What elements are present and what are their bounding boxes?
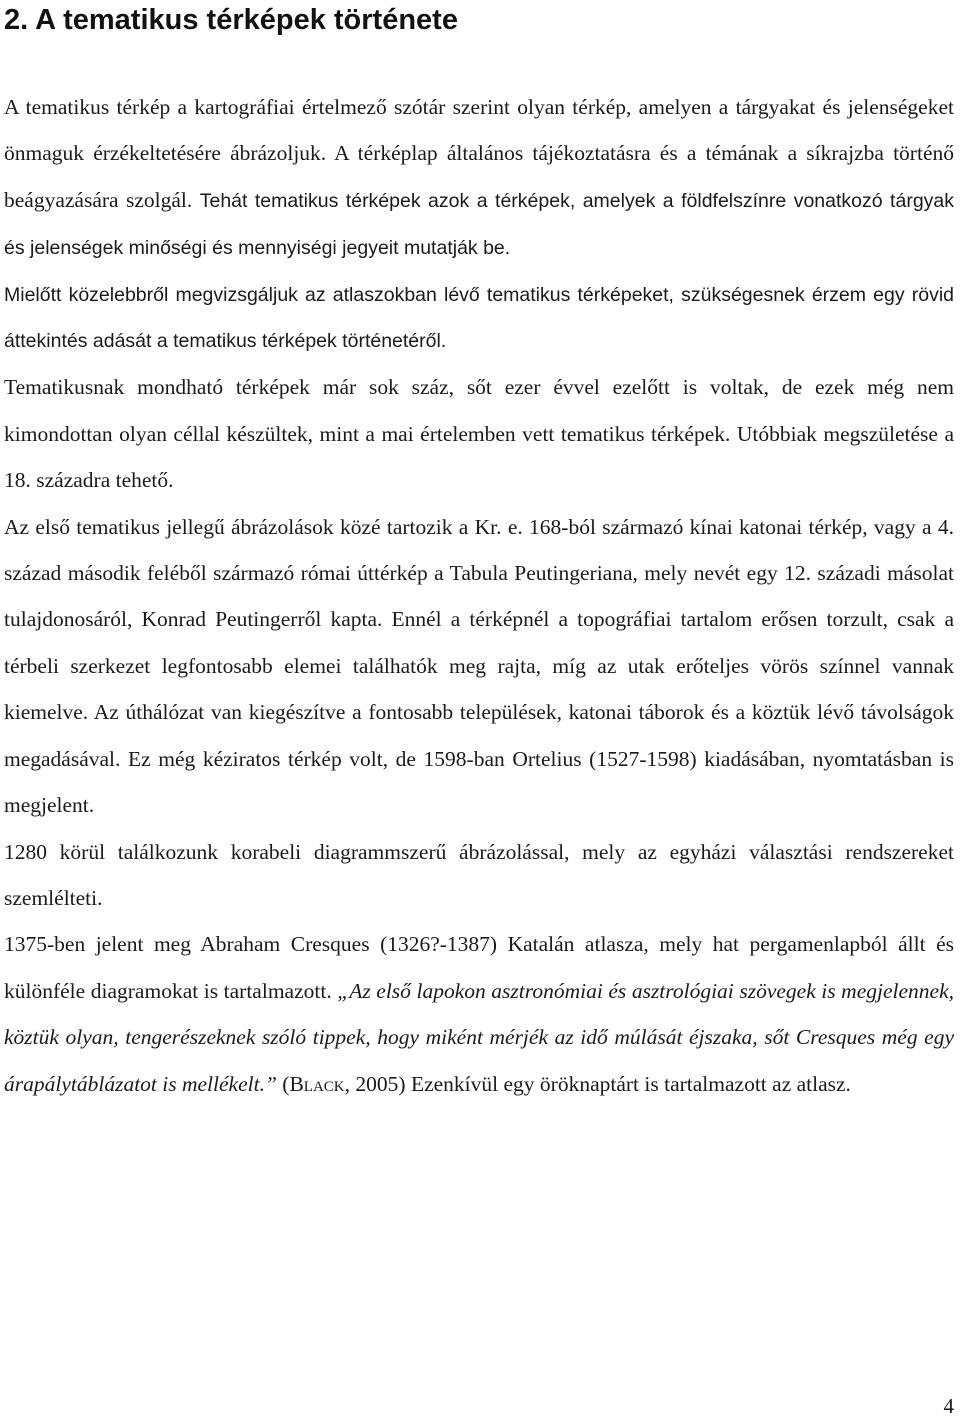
catalan-atlas-quote: „Az első lapokon asztronómiai és asztrológiai szövegek is megjelennek, köztük olyan, tengerészeknek szóló tippek, hogy miként mérjék az idő múlását éjszaka, sőt Cresques még egy árapálytáblázatot is mellékelt.”: [4, 978, 954, 1096]
citation-author: Black: [289, 1071, 345, 1096]
page-number: 4: [943, 1394, 954, 1418]
paragraph-intro: Mielőtt közelebbről megvizsgáljuk az atlaszokban lévő tematikus térképeket, szükségesnek érzem egy rövid áttekintés adását a tematikus térképek történetéről.: [4, 283, 954, 353]
body-text: [4, 84, 954, 1107]
paragraph-catalan-atlas: [4, 921, 954, 1107]
paragraph-definition-summary: Tehát tematikus térképek azok a térképek, amelyek a földfelszínre vonatkozó tárgyak és jelenségek minőségi és mennyiségi jegyeit mutatják be.: [4, 189, 955, 260]
citation-open: (: [282, 1071, 290, 1096]
section-heading: 2. A tematikus térképek története: [4, 4, 458, 36]
paragraph-definition: [4, 84, 954, 272]
paragraph-diagram: 1280 körül találkozunk korabeli diagrammszerű ábrázolással, mely az egyházi választási rendszereket szemlélteti.: [4, 839, 954, 910]
catalan-atlas-closing: Ezenkívül egy öröknaptárt is tartalmazott az atlasz.: [410, 1071, 851, 1096]
paragraph-history: Tematikusnak mondható térképek már sok száz, sőt ezer évvel ezelőtt is voltak, de ezek még nem kimondottan olyan céllal készültek, mint a mai értelemben vett tematikus térképek. Utóbbiak megszületése a 18. századra tehető.: [4, 375, 954, 493]
paragraph-early-maps: Az első tematikus jellegű ábrázolások közé tartozik a Kr. e. 168-ból származó kínai katonai térkép, vagy a 4. század második feléből származó római úttérkép a Tabula Peutingeriana, mely nevét egy 12. századi másolat tulajdonosáról, Konrad Peutingerről kapta. Ennél a térképnél a topográfiai tartalom erősen torzult, csak a térbeli szerkezet legfontosabb elemei találhatók meg rajta, míg az utak erőteljes vörös színnel vannak kiemelve. Az úthálózat van kiegészítve a fontosabb települések, katonai táborok és a köztük lévő távolságok megadásával. Ez még kéziratos térkép volt, de 1598-ban Ortelius (1527-1598) kiadásában, nyomtatásban is megjelent.: [4, 514, 954, 818]
catalan-atlas-text: 1375-ben jelent meg Abraham Cresques (1326?-1387) Katalán atlasza, mely hat pergamenlapból állt és különféle diagramokat is tartalmazott.: [4, 932, 954, 1003]
paragraph-definition-text: A tematikus térkép a kartográfiai értelmező szótár szerint olyan térkép, amelyen a tárgyakat és jelenségeket önmaguk érzékeltetésére ábrázoljuk. A térképlap általános tájékoztatásra és a témának a síkrajzba történő beágyazására szolgál.: [4, 95, 954, 212]
citation-rest: , 2005): [344, 1071, 406, 1096]
